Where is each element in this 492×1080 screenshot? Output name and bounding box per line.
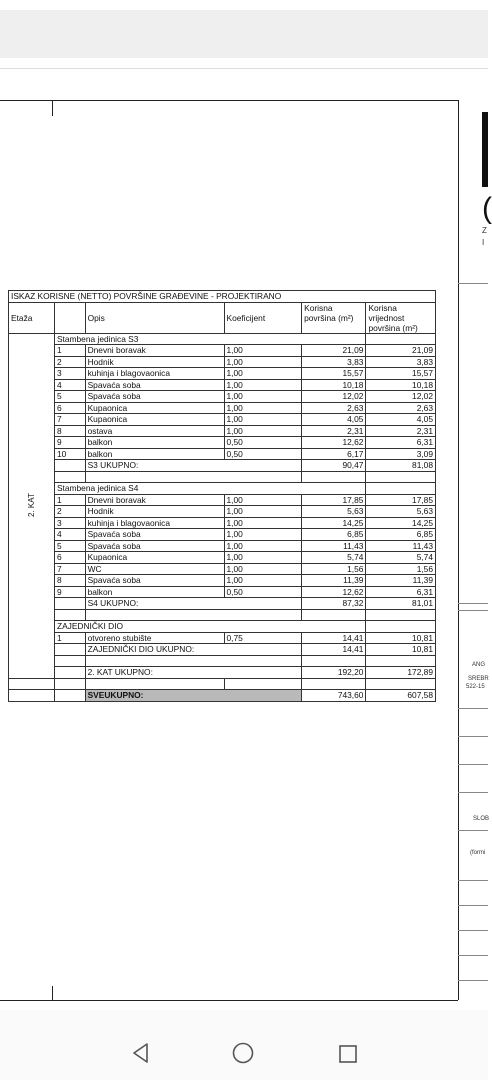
cell-opis: balkon bbox=[85, 586, 224, 598]
cell-num: 3 bbox=[54, 517, 85, 529]
cell-opis: Spavaća soba bbox=[85, 575, 224, 587]
kat-total-row bbox=[9, 667, 436, 679]
cell-opis: Spavaća soba bbox=[85, 540, 224, 552]
table-row bbox=[9, 356, 436, 368]
logo-fragment-letter: ( bbox=[482, 192, 492, 225]
title-block-line bbox=[458, 955, 488, 956]
cell-num: 10 bbox=[54, 448, 85, 460]
title-block-text: I bbox=[482, 238, 485, 247]
cell-povrsina: 12,02 bbox=[302, 391, 366, 403]
cell-povrsina: 14,41 bbox=[302, 632, 366, 644]
cell-koef: 1,00 bbox=[224, 345, 302, 357]
empty-cell bbox=[366, 609, 436, 621]
title-block-line bbox=[458, 930, 488, 931]
cell-koef: 1,00 bbox=[224, 552, 302, 564]
cell-num: 4 bbox=[54, 379, 85, 391]
section-row bbox=[9, 621, 436, 633]
cell-koef: 1,00 bbox=[224, 506, 302, 518]
empty-cell bbox=[54, 690, 85, 702]
cell-opis: Kupaonica bbox=[85, 552, 224, 564]
cell-opis: WC bbox=[85, 563, 224, 575]
title-block-text: ANG bbox=[472, 662, 486, 668]
title-block-line bbox=[458, 980, 488, 981]
grand-total-row bbox=[9, 690, 436, 702]
empty-cell bbox=[54, 655, 85, 667]
cell-num: 2 bbox=[54, 506, 85, 518]
cell-koef: 1,00 bbox=[224, 356, 302, 368]
header-etaza: Etaža bbox=[9, 302, 55, 333]
title-block-line bbox=[458, 905, 488, 906]
kat-total-vrijednost: 172,89 bbox=[366, 667, 436, 679]
cell-vrijednost: 10,81 bbox=[366, 632, 436, 644]
subtotal-row bbox=[9, 460, 436, 472]
cell-vrijednost: 10,18 bbox=[366, 379, 436, 391]
cell-povrsina: 15,57 bbox=[302, 368, 366, 380]
empty-cell bbox=[224, 678, 302, 690]
table-row bbox=[9, 402, 436, 414]
cell-povrsina: 1,56 bbox=[302, 563, 366, 575]
table-title-row bbox=[9, 291, 436, 303]
cell-koef: 1,00 bbox=[224, 402, 302, 414]
empty-cell bbox=[54, 471, 85, 483]
cell-povrsina: 11,43 bbox=[302, 540, 366, 552]
empty-cell bbox=[85, 655, 302, 667]
cell-num: 4 bbox=[54, 529, 85, 541]
cell-opis: balkon bbox=[85, 448, 224, 460]
empty-cell bbox=[366, 621, 436, 633]
table-row bbox=[9, 517, 436, 529]
cell-vrijednost: 4,05 bbox=[366, 414, 436, 426]
empty-cell bbox=[366, 483, 436, 495]
kat-total-label: 2. KAT UKUPNO: bbox=[85, 667, 302, 679]
title-block-line bbox=[458, 610, 488, 611]
cell-vrijednost: 11,39 bbox=[366, 575, 436, 587]
cell-num: 7 bbox=[54, 563, 85, 575]
empty-cell bbox=[54, 678, 85, 690]
cell-povrsina: 4,05 bbox=[302, 414, 366, 426]
cell-koef: 0,50 bbox=[224, 586, 302, 598]
cell-num: 1 bbox=[54, 494, 85, 506]
cell-koef: 1,00 bbox=[224, 494, 302, 506]
table-row bbox=[9, 494, 436, 506]
table-row bbox=[9, 575, 436, 587]
cell-povrsina: 3,83 bbox=[302, 356, 366, 368]
cell-opis: Spavaća soba bbox=[85, 379, 224, 391]
frame-tick bbox=[52, 100, 53, 116]
title-block-text: SREBR bbox=[468, 676, 489, 682]
section-row bbox=[9, 333, 436, 345]
header-empty bbox=[54, 302, 85, 333]
cell-povrsina: 12,62 bbox=[302, 586, 366, 598]
section-row bbox=[9, 483, 436, 495]
cell-vrijednost: 3,09 bbox=[366, 448, 436, 460]
cell-povrsina: 6,17 bbox=[302, 448, 366, 460]
cell-num: 5 bbox=[54, 391, 85, 403]
subtotal-vrijednost: 81,01 bbox=[366, 598, 436, 610]
cell-povrsina: 17,85 bbox=[302, 494, 366, 506]
empty-cell bbox=[54, 667, 85, 679]
spacer-row bbox=[9, 655, 436, 667]
cell-vrijednost: 6,31 bbox=[366, 586, 436, 598]
title-block-line bbox=[458, 792, 488, 793]
table-header-row bbox=[9, 302, 436, 333]
cell-num: 1 bbox=[54, 345, 85, 357]
header-vrijednost: Korisna vrijednost površina (m²) bbox=[366, 302, 436, 333]
subtotal-label: S4 UKUPNO: bbox=[85, 598, 302, 610]
empty-cell bbox=[54, 609, 85, 621]
table-row bbox=[9, 540, 436, 552]
cell-povrsina: 5,74 bbox=[302, 552, 366, 564]
empty-cell bbox=[54, 644, 85, 656]
subtotal-row bbox=[9, 644, 436, 656]
empty-cell bbox=[54, 598, 85, 610]
section-title: Stambena jedinica S3 bbox=[54, 333, 366, 345]
cell-opis: Spavaća soba bbox=[85, 391, 224, 403]
subtotal-vrijednost: 10,81 bbox=[366, 644, 436, 656]
cell-vrijednost: 12,02 bbox=[366, 391, 436, 403]
cell-num: 3 bbox=[54, 368, 85, 380]
table-row bbox=[9, 506, 436, 518]
empty-cell bbox=[366, 471, 436, 483]
cell-num: 2 bbox=[54, 356, 85, 368]
section-title: Stambena jedinica S4 bbox=[54, 483, 366, 495]
frame-tick bbox=[52, 986, 53, 1000]
table-row bbox=[9, 448, 436, 460]
table-row bbox=[9, 368, 436, 380]
title-block-line bbox=[458, 764, 488, 765]
empty-cell bbox=[85, 678, 224, 690]
spacer-row bbox=[9, 471, 436, 483]
empty-cell bbox=[9, 690, 55, 702]
title-block-text: (formi bbox=[470, 850, 486, 856]
cell-koef: 0,75 bbox=[224, 632, 302, 644]
table-row bbox=[9, 529, 436, 541]
table-row bbox=[9, 632, 436, 644]
recents-icon[interactable] bbox=[338, 1044, 358, 1064]
cell-koef: 1,00 bbox=[224, 540, 302, 552]
header-opis: Opis bbox=[85, 302, 224, 333]
spacer-row bbox=[9, 678, 436, 690]
cell-opis: Kupaonica bbox=[85, 402, 224, 414]
empty-cell bbox=[302, 655, 366, 667]
cell-num: 6 bbox=[54, 552, 85, 564]
subtotal-row bbox=[9, 598, 436, 610]
subtotal-povrsina: 90,47 bbox=[302, 460, 366, 472]
table-row bbox=[9, 345, 436, 357]
cell-vrijednost: 5,63 bbox=[366, 506, 436, 518]
cell-opis: Hodnik bbox=[85, 506, 224, 518]
cell-vrijednost: 3,83 bbox=[366, 356, 436, 368]
cell-vrijednost: 17,85 bbox=[366, 494, 436, 506]
cell-povrsina: 12,62 bbox=[302, 437, 366, 449]
cell-num: 8 bbox=[54, 575, 85, 587]
cell-vrijednost: 1,56 bbox=[366, 563, 436, 575]
cell-koef: 1,00 bbox=[224, 563, 302, 575]
table-row bbox=[9, 437, 436, 449]
frame-top-line bbox=[0, 100, 458, 101]
cell-num: 9 bbox=[54, 586, 85, 598]
cell-povrsina: 6,85 bbox=[302, 529, 366, 541]
cell-num: 1 bbox=[54, 632, 85, 644]
subtotal-label: S3 UKUPNO: bbox=[85, 460, 302, 472]
cell-vrijednost: 6,85 bbox=[366, 529, 436, 541]
cell-povrsina: 2,63 bbox=[302, 402, 366, 414]
cell-opis: Kupaonica bbox=[85, 414, 224, 426]
table-row bbox=[9, 425, 436, 437]
cell-vrijednost: 6,31 bbox=[366, 437, 436, 449]
cell-povrsina: 2,31 bbox=[302, 425, 366, 437]
title-block-text: SLOB bbox=[473, 816, 490, 822]
title-block-line bbox=[458, 736, 488, 737]
subtotal-povrsina: 87,32 bbox=[302, 598, 366, 610]
cell-vrijednost: 21,09 bbox=[366, 345, 436, 357]
table-row bbox=[9, 391, 436, 403]
title-block-line bbox=[458, 283, 488, 284]
cell-opis: Spavaća soba bbox=[85, 529, 224, 541]
kat-total-povrsina: 192,20 bbox=[302, 667, 366, 679]
address-bar[interactable] bbox=[0, 10, 488, 58]
title-block-divider bbox=[458, 100, 459, 1000]
cell-povrsina: 5,63 bbox=[302, 506, 366, 518]
cell-opis: kuhinja i blagovaonica bbox=[85, 368, 224, 380]
area-table bbox=[8, 290, 436, 702]
frame-bottom-line bbox=[0, 1000, 458, 1001]
cell-opis: Hodnik bbox=[85, 356, 224, 368]
cell-opis: Dnevni boravak bbox=[85, 494, 224, 506]
cell-num: 8 bbox=[54, 425, 85, 437]
cell-koef: 1,00 bbox=[224, 391, 302, 403]
cell-num: 5 bbox=[54, 540, 85, 552]
title-block-text: 522-15 bbox=[466, 684, 485, 690]
cell-koef: 1,00 bbox=[224, 368, 302, 380]
cell-vrijednost: 5,74 bbox=[366, 552, 436, 564]
title-block-line bbox=[458, 708, 488, 709]
empty-cell bbox=[302, 471, 366, 483]
title-block-line bbox=[458, 880, 488, 881]
logo-fragment bbox=[482, 112, 488, 187]
cell-koef: 0,50 bbox=[224, 448, 302, 460]
spacer-row bbox=[9, 609, 436, 621]
empty-cell bbox=[9, 678, 55, 690]
cell-povrsina: 21,09 bbox=[302, 345, 366, 357]
cell-opis: Dnevni boravak bbox=[85, 345, 224, 357]
home-icon[interactable] bbox=[232, 1042, 254, 1064]
cell-vrijednost: 11,43 bbox=[366, 540, 436, 552]
cell-opis: balkon bbox=[85, 437, 224, 449]
empty-cell bbox=[366, 655, 436, 667]
empty-cell bbox=[54, 460, 85, 472]
header-povrsina: Korisna površina (m²) bbox=[302, 302, 366, 333]
grand-total-povrsina: 743,60 bbox=[302, 690, 366, 702]
cell-num: 7 bbox=[54, 414, 85, 426]
cell-vrijednost: 15,57 bbox=[366, 368, 436, 380]
cell-opis: kuhinja i blagovaonica bbox=[85, 517, 224, 529]
floor-label: 2. KAT bbox=[9, 333, 55, 678]
empty-cell bbox=[85, 609, 302, 621]
subtotal-povrsina: 14,41 bbox=[302, 644, 366, 656]
grand-total-label: SVEUKUPNO: bbox=[85, 690, 302, 702]
cell-vrijednost: 14,25 bbox=[366, 517, 436, 529]
cell-num: 6 bbox=[54, 402, 85, 414]
cell-povrsina: 14,25 bbox=[302, 517, 366, 529]
browser-top-area bbox=[0, 0, 488, 58]
cell-opis: ostava bbox=[85, 425, 224, 437]
empty-cell bbox=[85, 471, 302, 483]
cell-vrijednost: 2,31 bbox=[366, 425, 436, 437]
subtotal-label: ZAJEDNIČKI DIO UKUPNO: bbox=[85, 644, 302, 656]
back-icon[interactable] bbox=[130, 1042, 152, 1064]
table-row bbox=[9, 563, 436, 575]
title-block-line bbox=[458, 603, 488, 604]
cell-koef: 1,00 bbox=[224, 517, 302, 529]
cell-koef: 1,00 bbox=[224, 414, 302, 426]
table-title: ISKAZ KORISNE (NETTO) POVRŠINE GRAĐEVINE - PROJEKTIRANO bbox=[9, 291, 436, 303]
table-row bbox=[9, 414, 436, 426]
cell-povrsina: 11,39 bbox=[302, 575, 366, 587]
cell-koef: 1,00 bbox=[224, 379, 302, 391]
cell-num: 9 bbox=[54, 437, 85, 449]
cell-koef: 1,00 bbox=[224, 575, 302, 587]
cell-opis: otvoreno stubište bbox=[85, 632, 224, 644]
cell-koef: 1,00 bbox=[224, 529, 302, 541]
title-block-line bbox=[458, 830, 488, 831]
table-row bbox=[9, 379, 436, 391]
cell-koef: 0,50 bbox=[224, 437, 302, 449]
subtotal-vrijednost: 81,08 bbox=[366, 460, 436, 472]
grand-total-vrijednost: 607,58 bbox=[366, 690, 436, 702]
cell-vrijednost: 2,63 bbox=[366, 402, 436, 414]
header-koeficijent: Koeficijent bbox=[224, 302, 302, 333]
section-title: ZAJEDNIČKI DIO bbox=[54, 621, 366, 633]
empty-cell bbox=[366, 678, 436, 690]
empty-cell bbox=[302, 609, 366, 621]
table-row bbox=[9, 552, 436, 564]
cell-povrsina: 10,18 bbox=[302, 379, 366, 391]
cell-koef: 1,00 bbox=[224, 425, 302, 437]
empty-cell bbox=[302, 678, 366, 690]
empty-cell bbox=[366, 333, 436, 345]
table-row bbox=[9, 586, 436, 598]
title-block-text: Z bbox=[482, 226, 487, 235]
